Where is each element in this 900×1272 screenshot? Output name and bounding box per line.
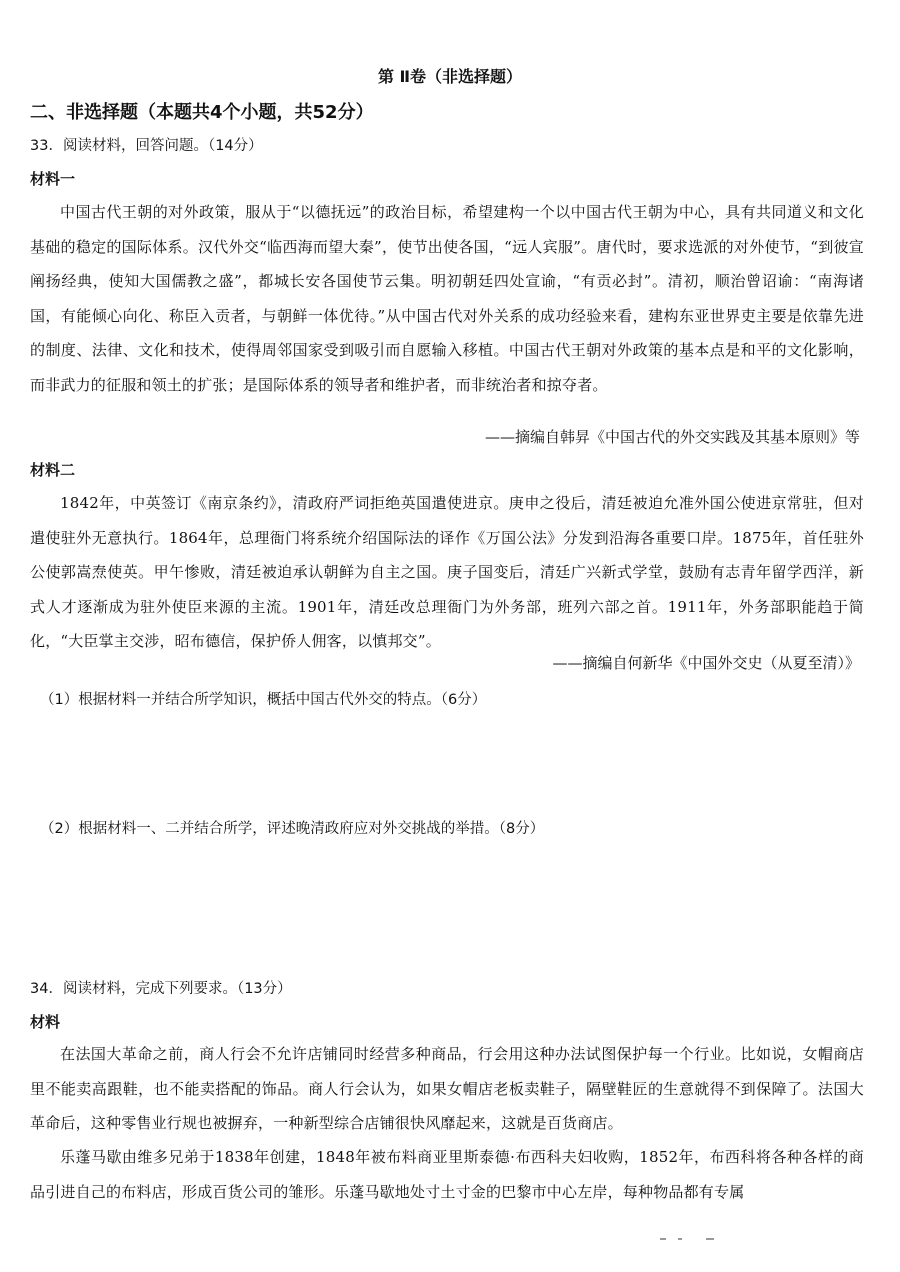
sub-question-1: （1）根据材料一并结合所学知识，概括中国古代外交的特点。（6分） (40, 692, 487, 708)
question-33-title: 33．阅读材料，回答问题。（14分） (30, 138, 263, 154)
sub-question-2: （2）根据材料一、二并结合所学，评述晚清政府应对外交挑战的举措。（8分） (40, 821, 545, 837)
scan-marks (660, 1238, 730, 1246)
material-text-1: 在法国大革命之前，商人行会不允许店铺同时经营多种商品，行会用这种办法试图保护每一个行业。比如说，女帽商店里不能卖高跟鞋，也不能卖搭配的饰品。商人行会认为，如果女帽店老板卖鞋子，隔壁鞋匠的生意就得不到保障了。法国大革命后，这种零售业行规也被摒弃，一种新型综合店铺很快风靡起来，这就是百货商店。 (30, 1045, 864, 1132)
part-heading: 二、非选择题（本题共4个小题，共52分） (30, 102, 374, 123)
material-1-label: 材料一 (30, 170, 76, 188)
section-title: 第 Ⅱ卷（非选择题） (377, 67, 523, 86)
material-1-text: 中国古代王朝的对外政策，服从于“以德抚远”的政治目标，希望建构一个以中国古代王朝为中心，具有共同道义和文化基础的稳定的国际体系。汉代外交“临西海而望大秦”，使节出使各国，“远人宾服”。唐代时，要求选派的对外使节，“到彼宣阐扬经典，使知大国儒教之盛”，都城长安各国使节云集。明初朝廷四处宣谕，“有贡必封”。清初，顺治曾诏谕：“南海诸国，有能倾心向化、称臣入贡者，与朝鲜一体优待。”从中国古代对外关系的成功经验来看，建构东亚世界吏主要是依靠先进的制度、法律、文化和技术，使得周邻国家受到吸引而自愿输入移植。中国古代王朝对外政策的基本点是和平的文化影响，而非武力的征服和领土的扩张；是国际体系的领导者和维护者，而非统治者和掠夺者。 (30, 203, 864, 394)
material-1-source: ——摘编自韩昇《中国古代的外交实践及其基本原则》等 (484, 428, 860, 446)
material-text-2: 乐蓬马歇由维多兄弟于1838年创建，1848年被布料商亚里斯泰德·布西科夫妇收购，1852年，布西科将各种各样的商品引进自己的布料店，形成百货公司的雏形。乐蓬马歇地处寸土寸金的巴黎市中心左岸，每种物品都有专属 (30, 1148, 864, 1201)
material-label: 材料 (30, 1013, 61, 1031)
material-2-label: 材料二 (30, 461, 76, 479)
material-2-text: 1842年，中英签订《南京条约》，清政府严词拒绝英国遣使进京。庚申之役后，清廷被迫允准外国公使进京常驻，但对遣使驻外无意执行。1864年，总理衙门将系统介绍国际法的译作《万国公法》分发到沿海各重要口岸。1875年，首任驻外公使郭嵩焘使英。甲午惨败，清廷被迫承认朝鲜为自主之国。庚子国变后，清廷广兴新式学堂，鼓励有志青年留学西洋，新式人才逐渐成为驻外使臣来源的主流。1901年，清廷改总理衙门为外务部，班列六部之首。1911年，外务部职能趋于简化，“大臣掌主交涉，昭布德信，保护侨人佣客，以慎邦交”。 (30, 494, 864, 650)
question-34-title: 34．阅读材料，完成下列要求。（13分） (30, 981, 292, 997)
material-2-source: ——摘编自何新华《中国外交史（从夏至清）》 (552, 654, 860, 672)
